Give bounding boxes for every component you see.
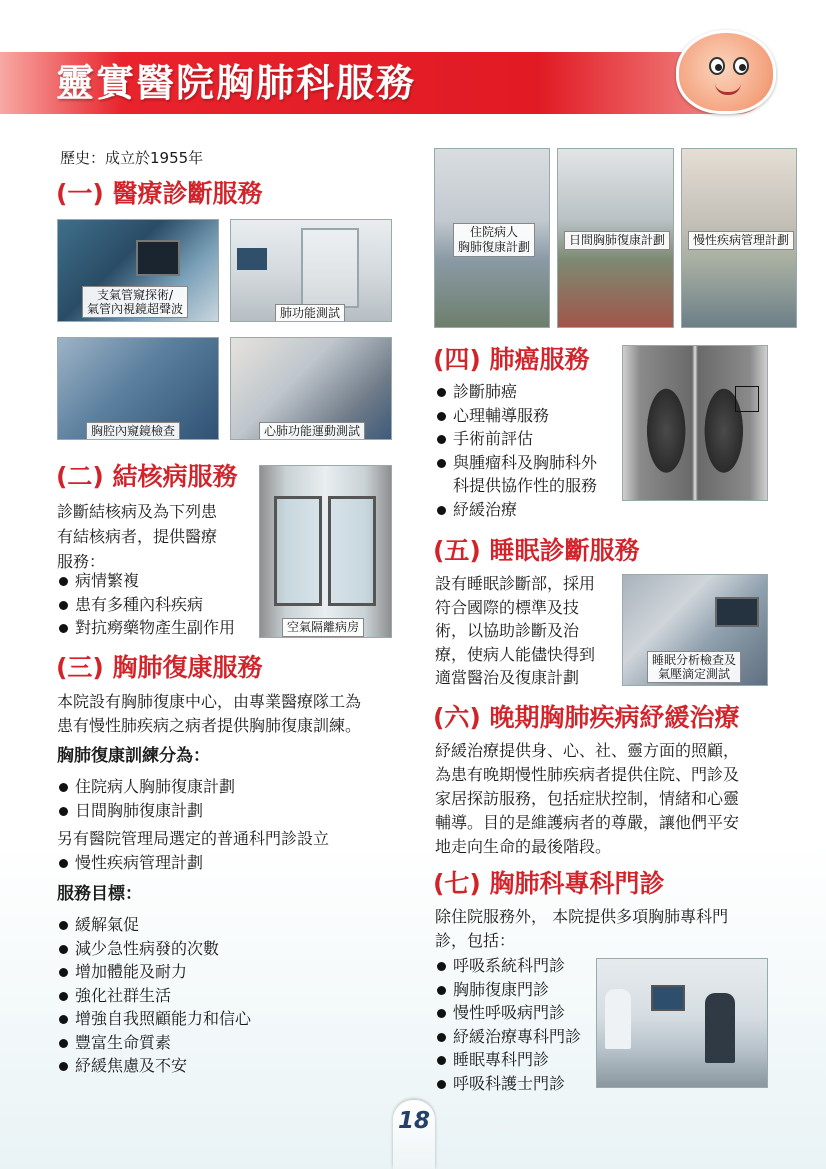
section-7-intro: 除住院服務外， 本院提供多項胸肺專科門 診，包括： [435, 907, 729, 950]
list-item: 紓緩治療 [435, 498, 597, 522]
list-item: 診斷肺癌 [435, 380, 597, 404]
clinic-list [57, 851, 203, 875]
photo-caption: 慢性疾病管理計劃 [688, 231, 794, 250]
list-item: 心理輔導服務 [435, 404, 597, 428]
outpatient-clinic-photo [596, 958, 768, 1088]
list-item: 手術前評估 [435, 427, 597, 451]
section-7-list [435, 954, 581, 1095]
section-2-list [57, 569, 235, 640]
list-item: 減少急性病發的次數 [57, 937, 251, 961]
list-item: 病情繁複 [57, 569, 235, 593]
photo-caption: 支氣管窺探術/ 氣管內視鏡超聲波 [82, 286, 188, 318]
section-2-title: (二) 結核病服務 [56, 462, 238, 491]
goals-list [57, 913, 251, 1078]
photo-caption: 胸腔內窺鏡檢查 [86, 422, 180, 440]
list-item: 呼吸科護士門診 [435, 1072, 581, 1096]
goals-heading: 服務目標： [57, 884, 142, 904]
photo-caption: 日間胸肺復康計劃 [564, 231, 670, 250]
list-item: 住院病人胸肺復康計劃 [57, 775, 235, 799]
page-number: 18 [397, 1108, 430, 1134]
photo-caption: 肺功能測試 [275, 304, 345, 322]
list-item: 與腫瘤科及胸肺科外 科提供協作性的服務 [435, 451, 597, 498]
isolation-ward-photo [259, 465, 392, 638]
clinic-text: 另有醫院管理局選定的普通科門診設立 [57, 829, 330, 848]
section-4-title: (四) 肺癌服務 [433, 345, 590, 374]
section-2-intro: 診斷結核病及為下列患 有結核病者，提供醫療 服務： [57, 502, 218, 571]
list-item: 患有多種內科疾病 [57, 593, 235, 617]
inpatient-rehab-photo [434, 148, 550, 328]
list-item: 胸肺復康門診 [435, 978, 581, 1002]
list-item: 對抗癆藥物產生副作用 [57, 616, 235, 640]
thoracoscopy-photo [57, 337, 219, 440]
lung-mascot-icon [676, 30, 776, 114]
page-title: 靈實醫院胸肺科服務 [56, 61, 417, 105]
list-item: 慢性呼吸病門診 [435, 1001, 581, 1025]
list-item: 強化社群生活 [57, 984, 251, 1008]
chest-xray-image [622, 345, 768, 501]
list-item: 增加體能及耐力 [57, 960, 251, 984]
training-heading: 胸肺復康訓練分為： [57, 746, 210, 766]
lung-function-photo [230, 219, 392, 322]
list-item: 緩解氣促 [57, 913, 251, 937]
section-3-title: (三) 胸肺復康服務 [56, 653, 263, 682]
section-5-text: 設有睡眠診斷部，採用 符合國際的標準及技 術，以協助診斷及治 療，使病人能儘快得到 適當醫治及復康計劃 [435, 574, 596, 687]
section-1-title: (一) 醫療診斷服務 [56, 179, 263, 208]
list-item: 增強自我照顧能力和信心 [57, 1007, 251, 1031]
photo-caption: 睡眠分析檢查及 氣壓滴定測試 [647, 651, 741, 683]
history-text: 歷史：成立於1955年 [60, 149, 204, 167]
section-3-intro: 本院設有胸肺復康中心，由專業醫療隊工為 患有慢性肺疾病之病者提供胸肺復康訓練。 [57, 692, 362, 735]
photo-caption: 心肺功能運動測試 [259, 422, 365, 440]
chronic-disease-photo [681, 148, 797, 328]
section-6-text: 紓緩治療提供身、心、社、靈方面的照顧， 為患有晚期慢性肺疾病者提供住院、門診及 家居探訪服務，包括症狀控制，情緒和心靈 輔導。目的是維護病者的尊嚴，讓他們平安 地走向生命的最後階段。 [435, 741, 740, 856]
list-item: 慢性疾病管理計劃 [57, 851, 203, 875]
sleep-study-photo [622, 574, 768, 686]
section-6-title: (六) 晚期胸肺疾病紓緩治療 [433, 703, 740, 732]
section-4-list [435, 380, 597, 521]
day-rehab-photo [557, 148, 674, 328]
exercise-test-photo [230, 337, 392, 440]
list-item: 紓緩焦慮及不安 [57, 1054, 251, 1078]
section-7-title: (七) 胸肺科專科門診 [433, 869, 665, 898]
list-item: 睡眠專科門診 [435, 1048, 581, 1072]
photo-caption: 空氣隔離病房 [282, 618, 364, 637]
training-list [57, 775, 235, 822]
bronchoscopy-photo [57, 219, 219, 322]
list-item: 日間胸肺復康計劃 [57, 799, 235, 823]
photo-caption: 住院病人 胸肺復康計劃 [453, 223, 535, 257]
list-item: 紓緩治療專科門診 [435, 1025, 581, 1049]
list-item: 呼吸系統科門診 [435, 954, 581, 978]
section-5-title: (五) 睡眠診斷服務 [433, 536, 640, 565]
list-item: 豐富生命質素 [57, 1031, 251, 1055]
